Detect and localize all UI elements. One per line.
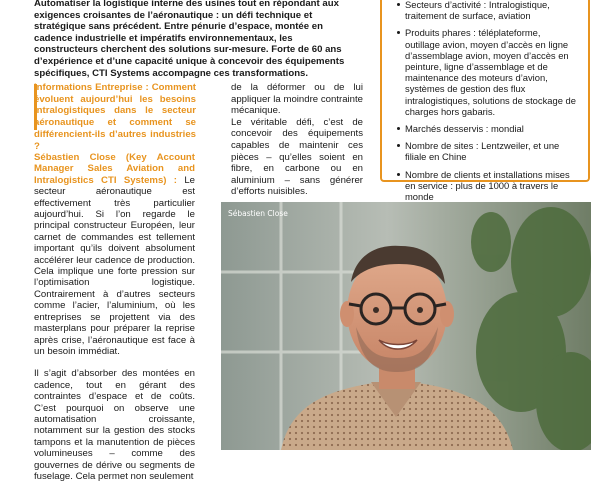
info-list [394,0,578,202]
portrait-photo [221,202,591,450]
article-column-1 [34,152,195,493]
col2-paragraph-1: de la déformer ou de lui appliquer la moindre contrainte mécanique. [231,82,363,117]
col2-paragraph-2: Le véritable défi, c’est de concevoir des équipements capables de maintenir ces pièces – qu’elles soient en fibre, en carbone ou en aluminium – sans générer d’efforts nuisibles. [231,116,363,198]
info-item-markets: Marchés desservis : mondial [397,123,578,134]
info-item-sites: Nombre de sites : Lentzweiler, et une filiale en Chine [397,140,578,162]
answer-text-1: Le secteur aéronautique est effectivement très particulier aujourd’hui. Si l’on regarde le principal constructeur Européen, leur carnet de commandes est tellement important qu’ils doivent absolument accélérer leur cadence de production. Cela implique une forte pression sur l’optimisation logistique. Contrairement à d’autres secteurs comme l’acier, l’aluminium, où les entreprises se projettent via des masterplans pour préparer la reprise après crise, l’aéronautique est face à un besoin immédiat. [34,174,195,357]
answer-paragraph-2: Il s’agit d’absorber des montées en cadence, tout en gérant des contraintes d’espace et de coûts. C’est pourquoi on observe une automatisation croissante, notamment sur la gestion des stocks tampons et la manutention de pièces volumineuses – comme des gouvernes de dérive ou segments de fuselage. Cela permet non seulement [34,368,195,482]
company-info-box [380,0,590,203]
intro-paragraph [34,0,352,79]
speaker-name: Sébastien Close (Key Account Manager Sales Aviation and Intralogistics CTI Systems) : [34,152,195,186]
answer-paragraph-1 [34,152,195,357]
intro-text: Automatiser la logistique interne des usines tout en répondant aux exigences croisantes de l’aéronautique : un défi technique et stratégique sans précédent. Entre pénurie d’espace, montée en cadence industrielle et impératifs environnementaux, les constructeurs cherchent des solutions sur-mesure. Forte de 60 ans d’expérience et d’une capacité unique à concevoir des équipements spécifiques, CTI Systems accompagne ces transformations. [34,0,345,79]
info-item-sectors: Secteurs d’activité : Intralogistique, traitement de surface, aviation [397,0,578,21]
photo-caption: Sébastien Close [228,209,288,218]
info-item-products: Produits phares : téléplateforme, outillage avion, moyen d’accès en ligne d’assemblage avion, moyen d’accès en peinture, ligne d’assemblage et de maintenance des moteurs d’avion, systèmes de gestion des flux intralogistiques, solutions de stockage de charges hors gabaris. [397,27,578,117]
portrait-illustration [221,202,591,450]
interview-question: Informations Entreprise : Comment évoluent aujourd’hui les besoins intralogistiques dans le secteur aéronautique et comment se différencient-ils d’autres industries ? [34,82,196,152]
info-item-clients: Nombre de clients et installations mises en service : plus de 1000 à travers le monde [397,169,578,203]
article-column-2 [231,82,363,198]
